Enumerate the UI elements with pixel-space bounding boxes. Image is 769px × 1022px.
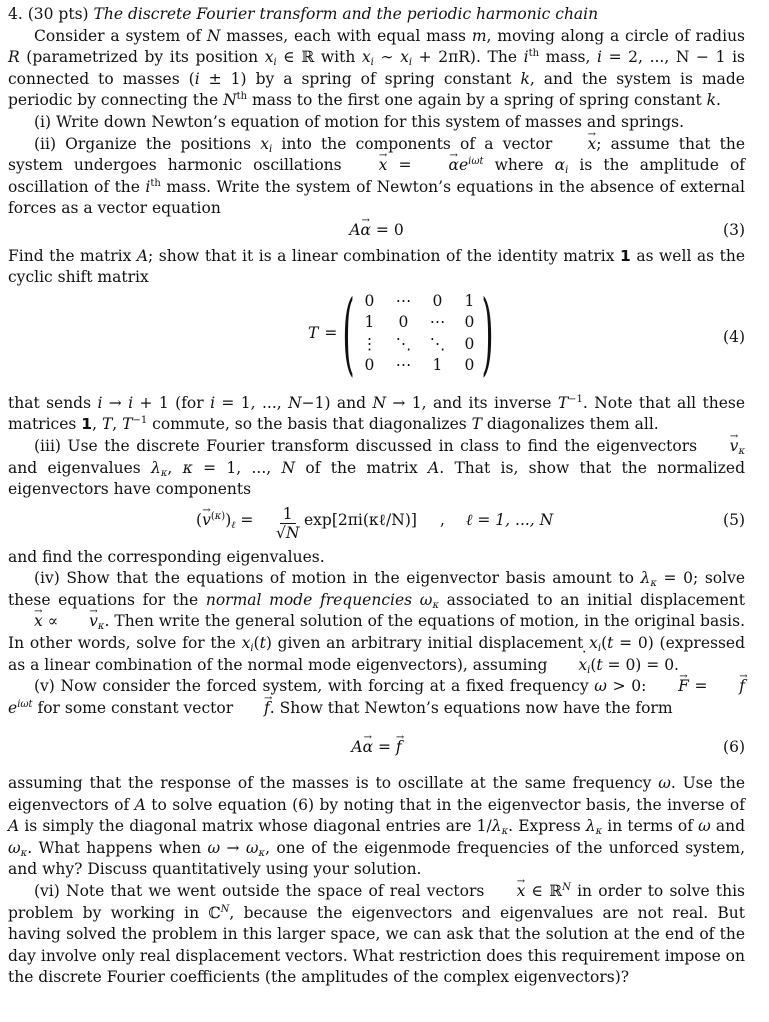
part-i: (i) Write down Newton’s equation of motion for this system of masses and springs.: [34, 112, 685, 131]
equation-number: (4): [723, 327, 745, 346]
equation-number: (3): [723, 220, 745, 239]
part-v: (v) Now consider the forced system, with forcing at a fixed frequency ω > 0: F → = $f \to e^{i\omega t}$ for some constant vector f →. Show that Newton’s equations now have the form: [8, 676, 745, 719]
part-iv: (iv) Show that the equations of motion in the eigenvector basis amount to $\lambda_\kappa = 0$; solve these equations for the normal mode frequencies $\omega_\kappa$ associated to an initial displacement x → ∝ $v \to_\kappa$. Then write the general solution of the equations of motion, in the original basis. In other words, solve for the $x_i(t)$ given an arbitrary initial displacement $x_i(t = 0)$ (expressed as a linear combination of the normal mode eigenvectors), assuming x $˙_i(t = 0) = 0$.: [8, 568, 745, 676]
shift-description: that sends i → i + 1 (for i = 1, ..., N−1) and N → 1, and its inverse $T^{-1}$. Note that all these matrices 1, T, $T^{-1}$ commute, so the basis that diagonalizes T diagonalizes them all.: [8, 393, 746, 434]
part-vi: (vi) Note that we went outside the space of real vectors x → ∈ ℝ$^N$ in order to solve this problem by working in ℂ$^N$, because the eigenvectors and eigenvalues are not real. But having solved the problem in this larger space, we can ask that the solution at the end of the day involve only real displacement vectors. What restriction does this requirement impose on the discrete Fourier coefficients (the amplitudes of the complex eigenvectors)?: [8, 881, 745, 989]
matrix-description: Find the matrix A; show that it is a linear combination of the identity matrix 1 as well as the cyclic shift matrix: [8, 246, 746, 287]
equation-5: $(v \to^{(\kappa)})_\ell$ = $\frac{1}{√N}$ exp[2πi(κℓ/N)] , ℓ = 1, ..., N (5): [8, 501, 745, 547]
after-eq6: assuming that the response of the masses is to oscillate at the same frequency ω. Use the eigenvectors of A to solve equation (6) by noting that in the eigenvector basis, the inverse of A is simply the diagonal matrix whose diagonal entries are $1/\lambda_\kappa$. Express $\lambda_\kappa$ in terms of ω and $\omega_\kappa$. What happens when $\omega \to \omega_\kappa$, one of the eigenmode frequencies of the unforced system, and why? Discuss quantitatively using your solution.: [8, 774, 745, 879]
part-ii: (ii) Organize the positions $x_i$ into the components of a vector x →; assume that the system undergoes harmonic oscillations x → = $\alpha \to e^{i\omega t}$ where $\alpha_i$ is the amplitude of oscillation of the $i^{th}$ mass. Write the system of Newton’s equations in the absence of external forces as a vector equation: [8, 134, 745, 220]
intro-paragraph: Consider a system of N masses, each with equal mass m, moving along a circle of radius R (parametrized by its position $x_i$ ∈ ℝ with $x_i$ ∼ $x_i + 2\pi R$). The $i^{th}$ mass, i = 2, ..., N − 1 is connected to masses (i ± 1) by a spring of spring constant k, and the system is made periodic by connecting the $N^{th}$ mass to the first one again by a spring of spring constant k.: [8, 26, 745, 110]
equation-4: [8, 280, 745, 387]
part-iii: (iii) Use the discrete Fourier transform discussed in class to find the eigenvectors $v \to_\kappa$ and eigenvalues $\lambda_\kappa$, κ = 1, ..., N of the matrix A. That is, show that the normalized eigenvectors have components: [8, 436, 745, 501]
equation-3: Aα → = 0 (3): [8, 220, 745, 242]
problem-page: [8, 4, 745, 989]
problem-heading: [8, 4, 745, 26]
problem-points: (30 pts): [27, 5, 89, 23]
shift-matrix: T = ( 0 ⋯ 0 1 1 0 ⋯ 0 ⋮ ⋱ ⋱ 0 0 ⋯ 1 0 ): [308, 280, 495, 386]
equation-number: (6): [723, 738, 745, 757]
problem-title: The discrete Fourier transform and the periodic harmonic chain: [93, 5, 599, 23]
problem-number: 4.: [8, 5, 23, 23]
equation-6: Aα → = f → (6): [8, 737, 745, 759]
after-eq5: and find the corresponding eigenvalues.: [8, 547, 325, 566]
